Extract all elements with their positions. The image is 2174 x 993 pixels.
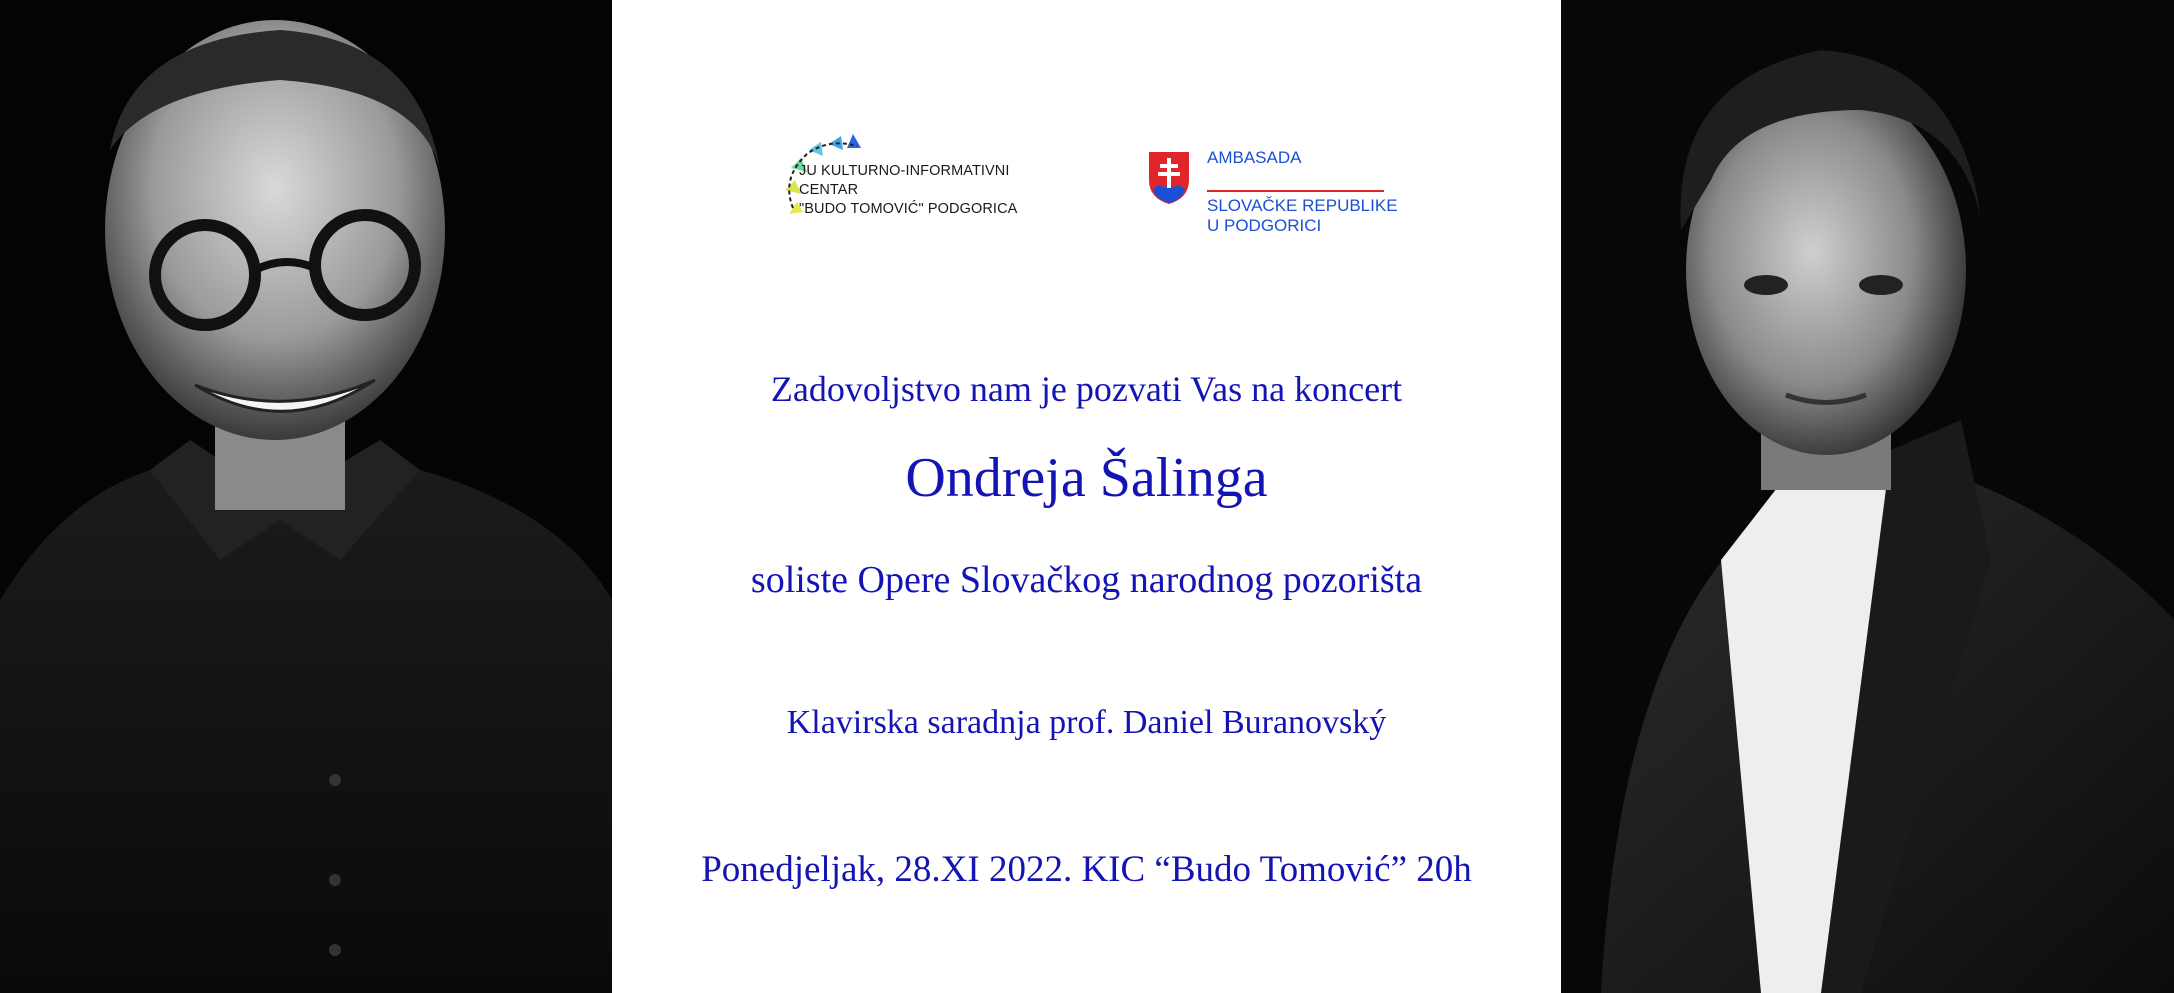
left-portrait-photo — [0, 0, 612, 993]
embassy-logo-text — [1207, 148, 1301, 168]
invitation-panel — [612, 0, 1561, 993]
embassy-logo — [1147, 148, 1447, 235]
embassy-rule — [1207, 190, 1384, 192]
performer-name: Ondreja Šalinga — [905, 447, 1268, 509]
embassy-line1: AMBASADA — [1207, 148, 1302, 167]
embassy-line2: SLOVAČKE REPUBLIKE — [1207, 196, 1398, 215]
slovak-coat-of-arms-icon — [1147, 150, 1191, 206]
kic-logo-line1: JU KULTURNO-INFORMATIVNI CENTAR — [799, 163, 1010, 198]
kic-logo-text — [799, 162, 1067, 219]
kic-logo — [767, 128, 1067, 218]
kic-logo-line2: "BUDO TOMOVIĆ" PODGORICA — [799, 201, 1018, 217]
embassy-line3: U PODGORICI — [1207, 216, 1322, 235]
logos-row — [612, 128, 1561, 235]
pianist-credit: Klavirska saradnja prof. Daniel Buranovský — [786, 704, 1387, 741]
event-details: Ponedjeljak, 28.XI 2022. KIC “Budo Tomović” 20h — [701, 849, 1472, 890]
right-portrait-photo — [1561, 0, 2174, 993]
left-portrait-illustration — [0, 0, 612, 993]
performer-role: soliste Opere Slovačkog narodnog pozorišta — [750, 559, 1423, 601]
right-portrait-illustration — [1561, 0, 2174, 993]
invitation-intro: Zadovoljstvo nam je pozvati Vas na koncert — [770, 369, 1403, 409]
